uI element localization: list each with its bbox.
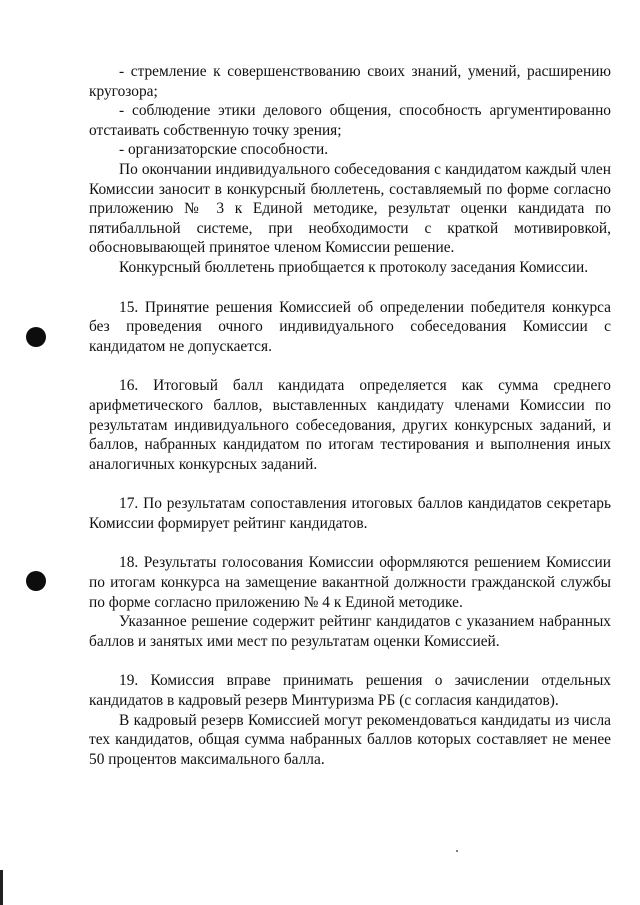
paragraph-gap <box>89 651 611 671</box>
paragraph-item-19-cont: В кадровый резерв Комиссией могут рекомендоваться кандидаты из числа тех кандидатов, общая сумма набранных баллов которых составляет не менее 50 процентов максимального балла. <box>89 711 611 768</box>
paragraph-item-19: 19. Комиссия вправе принимать решения о зачислении отдельных кандидатов в кадровый резерв Минтуризма РБ (с согласия кандидатов). <box>89 672 611 710</box>
paragraph-gap <box>89 474 611 494</box>
punch-hole-bottom <box>26 571 46 591</box>
paragraph-item-17: 17. По результатам сопоставления итоговых баллов кандидатов секретарь Комиссии формирует рейтинг кандидатов. <box>89 495 611 532</box>
paragraph-gap <box>89 278 611 298</box>
document-body <box>89 62 611 769</box>
scan-speck <box>456 850 458 852</box>
paragraph-item-18: 18. Результаты голосования Комиссии оформляются решением Комиссии по итогам конкурса на замещение вакантной должности гражданской службы по форме согласно приложению № 4 к Единой методике. <box>89 554 611 611</box>
paragraph-item-18-cont: Указанное решение содержит рейтинг кандидатов с указанием набранных баллов и занятых ими мест по результатам оценки Комиссией. <box>89 613 611 650</box>
paragraph-4: По окончании индивидуального собеседования с кандидатом каждый член Комиссии заносит в конкурсный бюллетень, составляемый по форме согласно приложению № 3 к Единой методике, результат оценки кандидата по пятибалльной системе, при необходимости с краткой мотивировкой, обосновывающей принятое членом Комиссии решение. <box>89 160 611 257</box>
paragraph-2: - соблюдение этики делового общения, способность аргументированно отстаивать собственную точку зрения; <box>89 102 611 139</box>
paragraph-5: Конкурсный бюллетень приобщается к протоколу заседания Комиссии. <box>119 258 589 276</box>
scan-edge-mark <box>0 870 3 905</box>
paragraph-gap <box>89 533 611 553</box>
paragraph-item-16: 16. Итоговый балл кандидата определяется как сумма среднего арифметического баллов, выставленных кандидату членами Комиссии по результатам индивидуального собеседования, других конкурсных заданий, и баллов, набранных кандидатом по итогам тестирования и выполнения иных аналогичных конкурсных заданий. <box>89 377 611 473</box>
paragraph-gap <box>89 356 611 376</box>
paragraph-item-15: 15. Принятие решения Комиссией об определении победителя конкурса без проведения очного индивидуального собеседования Комиссии с кандидатом не допускается. <box>89 298 611 355</box>
paragraph-3: - организаторские способности. <box>119 141 329 159</box>
punch-hole-top <box>26 327 46 347</box>
paragraph-1: - стремление к совершенствованию своих знаний, умений, расширению кругозора; <box>89 63 611 100</box>
